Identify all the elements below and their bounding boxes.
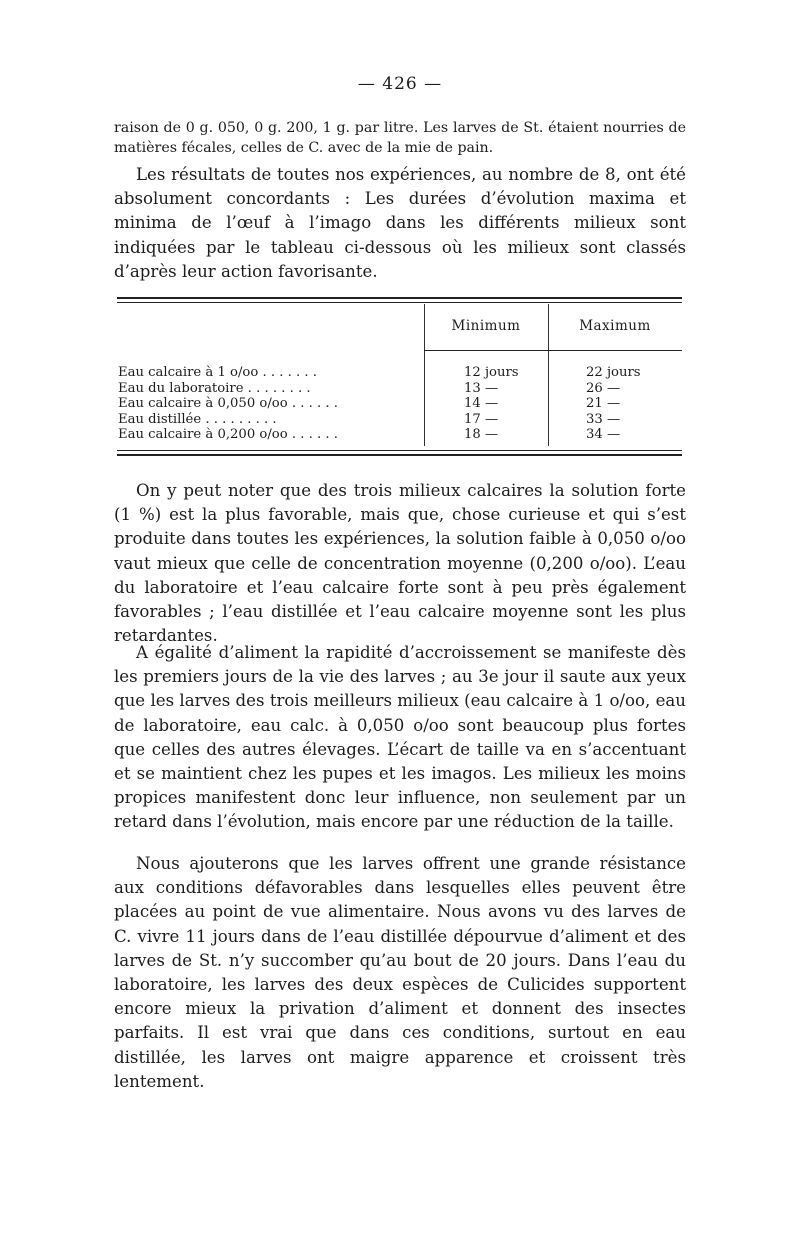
intro-paragraph: raison de 0 g. 050, 0 g. 200, 1 g. par litre. Les larves de St. étaient nourries de matières fécales, celles de C. avec de la mie de pain. [114, 120, 686, 156]
table-row [118, 412, 682, 428]
paragraph-growth: A égalité d’aliment la rapidité d’accroissement se manifeste dès les premiers jours de la vie des larves ; au 3e jour il saute aux yeux que les larves des trois meilleurs milieux (eau calcaire à 1 o/oo, eau de laboratoire, eau calc. à 0,050 o/oo sont beaucoup plus fortes que celles des autres élevages. L’écart de taille va en s’accentuant et se maintient chez les pupes et les imagos. Les milieux les moins propices manifestent donc leur influence, non seulement par un retard dans l’évolution, mais encore par une réduction de la taille. [114, 643, 686, 832]
row-medium-label: Eau distillée . . . . . . . . . [118, 411, 277, 427]
row-minimum: 13 — [464, 380, 499, 396]
table-row [118, 427, 682, 443]
row-medium-label: Eau calcaire à 0,200 o/oo . . . . . . [118, 427, 338, 442]
table-body [118, 365, 682, 443]
row-maximum: 26 — [586, 380, 621, 396]
header-minimum: Minimum [451, 318, 521, 334]
table-bottom-rule [117, 454, 682, 456]
row-medium-label: Eau calcaire à 1 o/oo . . . . . . . [118, 365, 317, 380]
row-medium-label: Eau du laboratoire . . . . . . . . [118, 380, 311, 396]
table-header-rule [424, 350, 682, 351]
table-row [118, 365, 682, 381]
header-maximum: Maximum [579, 318, 651, 334]
table-top-rule-thin [117, 302, 682, 303]
paragraph-observation: On y peut noter que des trois milieux calcaires la solution forte (1 %) est la plus favorable, mais que, chose curieuse et qui s’est produite dans toutes les expériences, la solution faible à 0,050 o/oo vaut mieux que celle de concentration moyenne (0,200 o/oo). L’eau du laboratoire et l’eau calcaire forte sont à peu près également favorables ; l’eau distillée et l’eau calcaire moyenne sont les plus retardantes. [114, 481, 686, 646]
row-minimum: 18 — [464, 427, 499, 442]
table-row [118, 396, 682, 412]
row-minimum: 17 — [464, 411, 499, 427]
page-number: — 426 — [357, 74, 443, 94]
paragraph-resistance: Nous ajouterons que les larves offrent une grande résistance aux conditions défavorables dans lesquelles elles peuvent être placées au point de vue alimentaire. Nous avons vu des larves de C. vivre 11 jours dans de l’eau distillée dépourvue d’aliment et des larves de St. n’y succomber qu’au bout de 20 jours. Dans l’eau du laboratoire, les larves des deux espèces de Culicides supportent encore mieux la privation d’aliment et donnent des insectes parfaits. Il est vrai que dans ces conditions, surtout en eau distillée, les larves ont maigre apparence et croissent très lentement. [114, 854, 686, 1091]
table-top-rule [117, 297, 682, 299]
row-minimum: 14 — [464, 396, 499, 411]
row-maximum: 21 — [586, 396, 621, 411]
row-medium-label: Eau calcaire à 0,050 o/oo . . . . . . [118, 396, 338, 411]
row-minimum: 12 jours [464, 365, 519, 380]
table-row [118, 381, 682, 397]
row-maximum: 34 — [586, 427, 621, 442]
row-maximum: 22 jours [586, 365, 641, 380]
paragraph-results: Les résultats de toutes nos expériences, au nombre de 8, ont été absolument concordants : Les durées d’évolution maxima et minima de l’œuf à l’imago dans les différents milieux sont indiquées par le tableau ci-dessous où les milieux sont classés d’après leur action favorisante. [114, 165, 686, 281]
table-bottom-rule-thin [117, 450, 682, 451]
row-maximum: 33 — [586, 411, 621, 427]
